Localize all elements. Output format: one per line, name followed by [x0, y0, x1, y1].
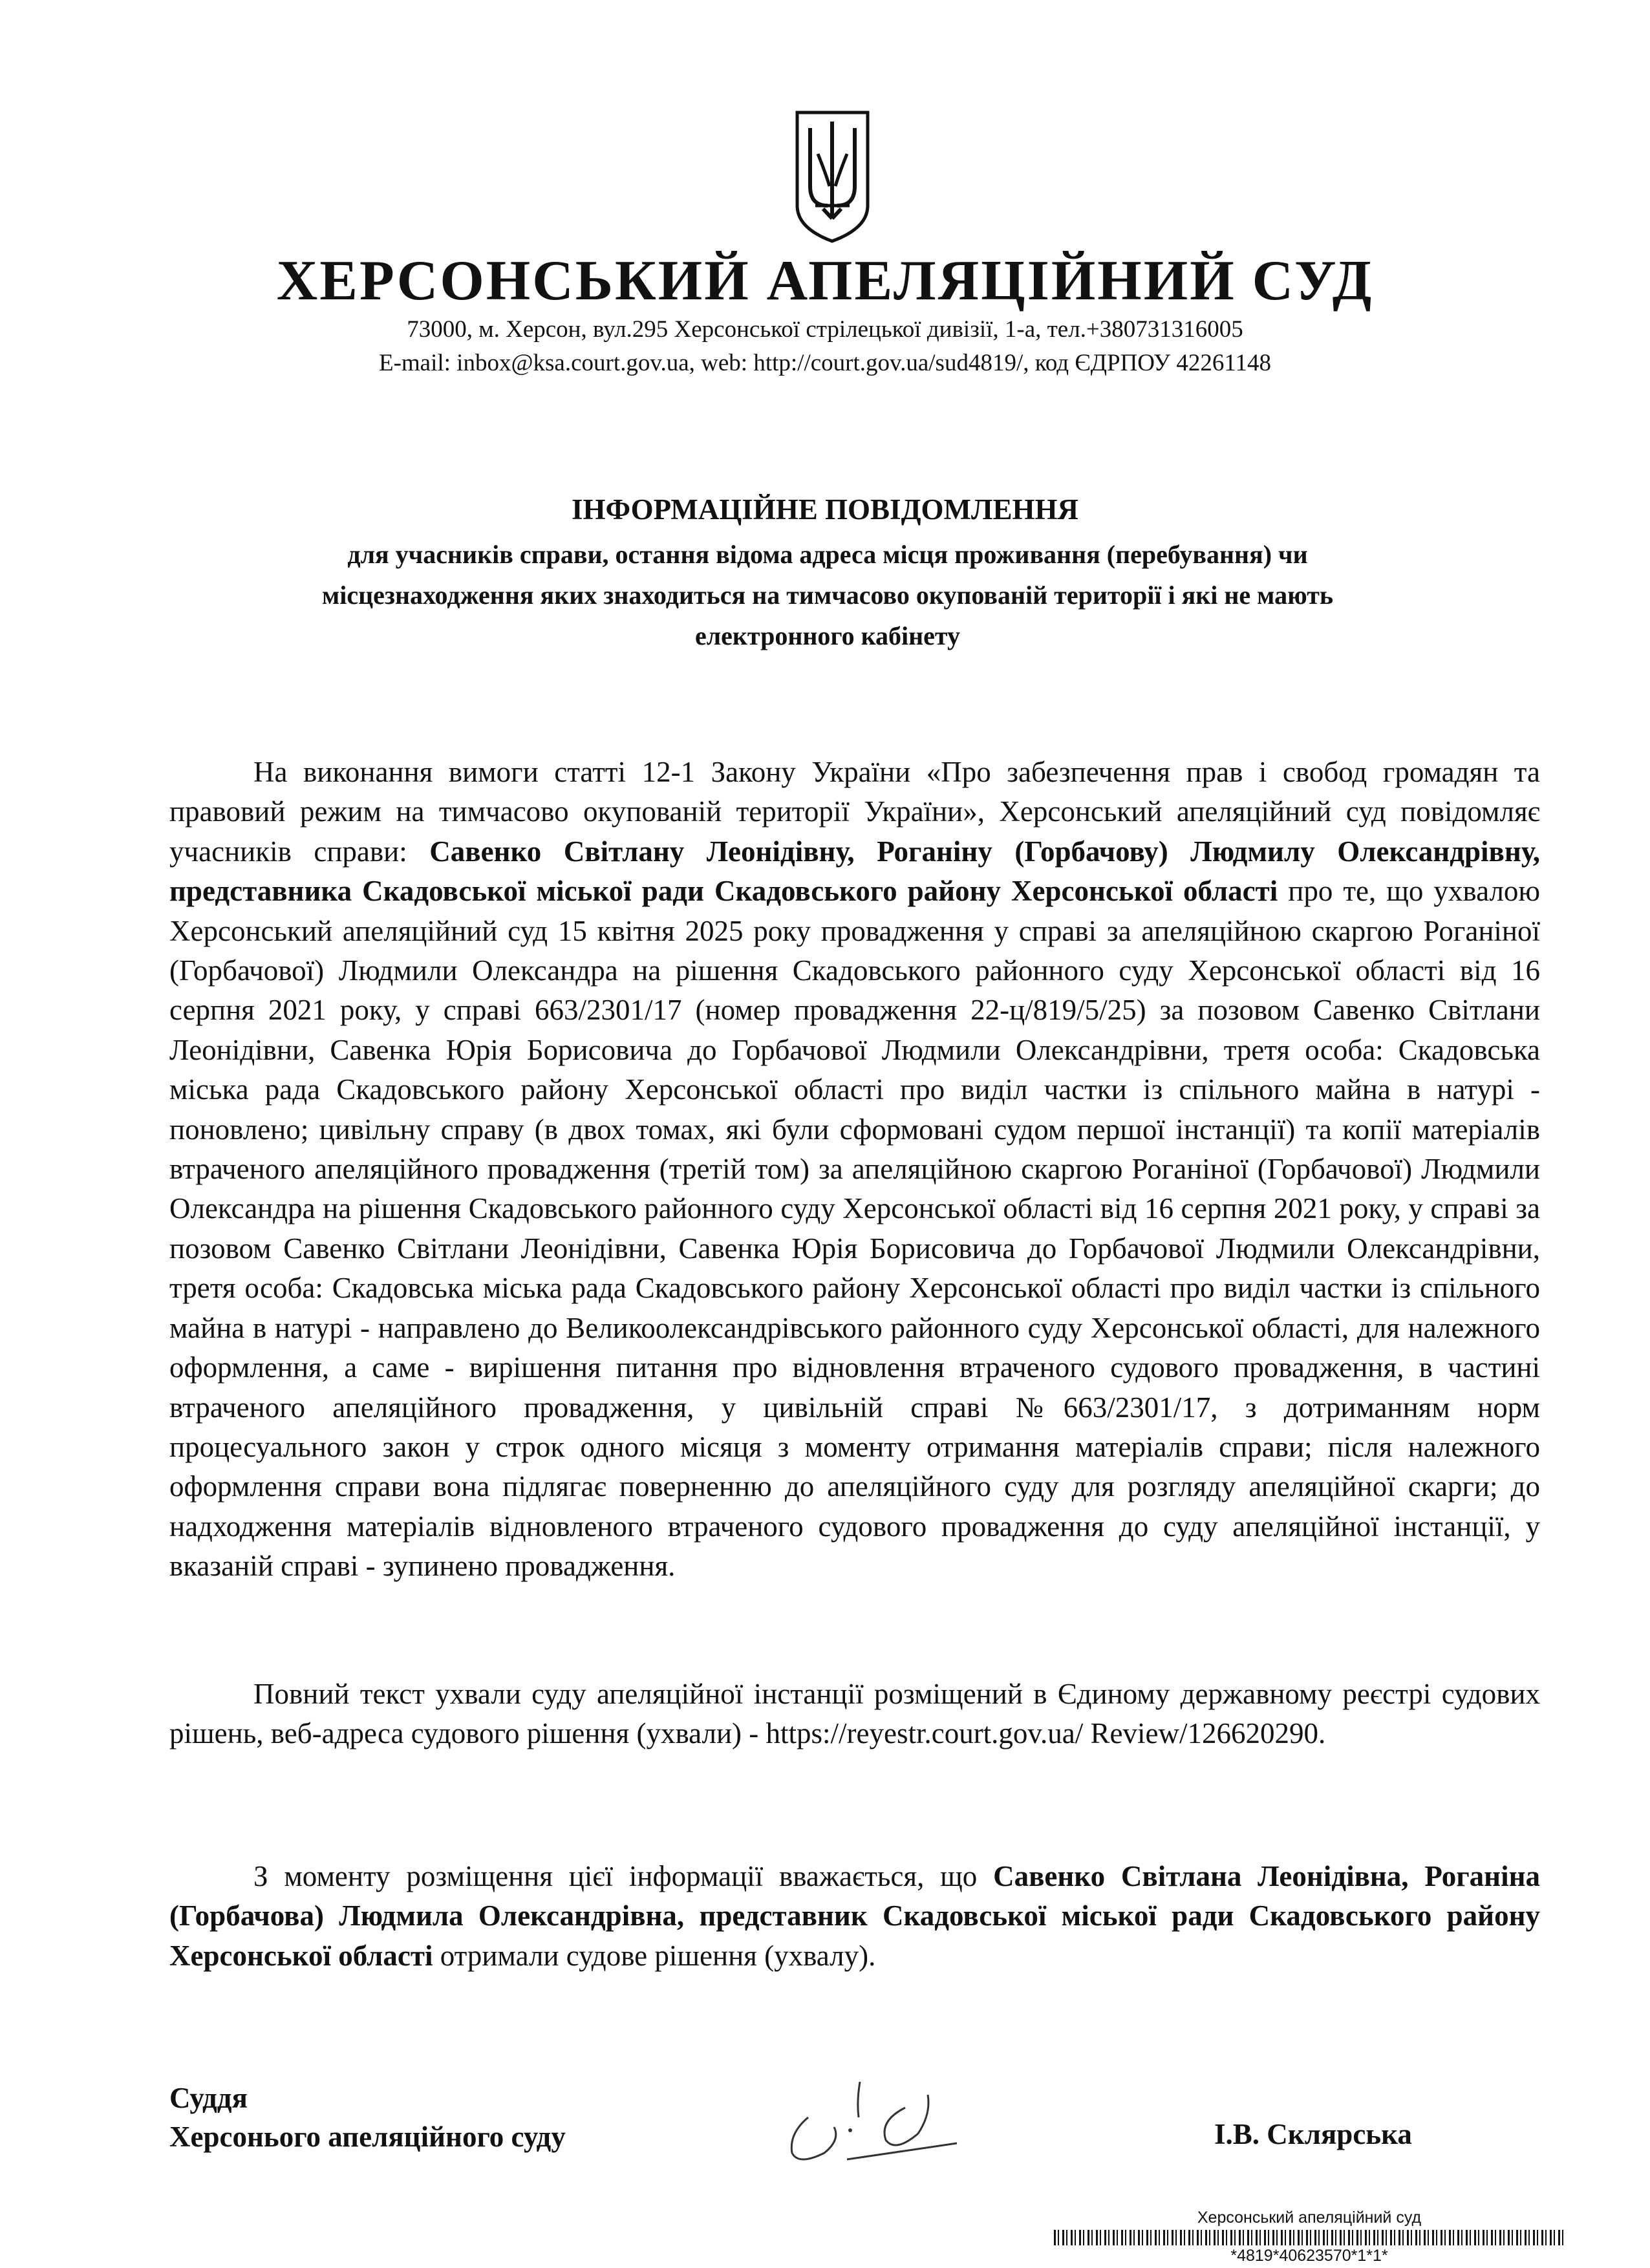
notice-title: ІНФОРМАЦІЙНЕ ПОВІДОМЛЕННЯ	[571, 493, 1079, 526]
court-name: ХЕРСОНСЬКИЙ АПЕЛЯЦІЙНИЙ СУД	[276, 250, 1374, 312]
barcode-icon	[1054, 2230, 1565, 2245]
registration-stamp	[1054, 2209, 1565, 2265]
notice-subtitle	[194, 534, 1461, 656]
body-paragraph-2: Повний текст ухвали суду апеляційної інстанції розміщений в Єдиному державному реєстрі судових рішень, веб-адреса судового рішення (ухвали) - https://reyestr.court.gov.ua/ Review/126620290.	[169, 1678, 1540, 1750]
p1-details: про те, що ухвалою Херсонський апеляційний суд 15 квітня 2025 року провадження у справі за апеляційною скаргою Роганіної (Горбачової) Людмили Олександра на рішення Скадовського районного суду Херсонської області від 16 серпня 2021 року, у справі 663/2301/17 (номер провадження 22-ц/819/5/25) за позовом Савенко Світлани Леонідівни, Савенка Юрія Борисовича до Горбачової Людмили Олександрівни, третя особа: Скадовська міська рада Скадовського району Херсонської області про виділ частки із спільного майна в натурі - поновлено; цивільну справу (в двох томах, які були сформовані судом першої інстанції) та копії матеріалів втраченого апеляційного провадження (третій том) за апеляційною скаргою Роганіної (Горбачової) Людмили Олександра на рішення Скадовського районного суду Херсонської області від 16 серпня 2021 року, у справі за позовом Савенко Світлани Леонідівни, Савенка Юрія Борисовича до Горбачової Людмили Олександрівни, третя особа: Скадовська міська рада Скадовського району Херсонської області про виділ частки із спільного майна в натурі - направлено до Великоолександрівського районного суду Херсонської області, для належного оформлення, а саме - вирішення питання про відновлення втраченого судового провадження, в частині втраченого апеляційного провадження, у цивільній справі №663/2301/17, з дотриманням норм процесуального закон у строк одного місяця з моменту отримання матеріалів справи; після належного оформлення справи вона підлягає поверненню до апеляційного суду для розгляду апеляційної скарги; до надходження матеріалів відновленого втраченого судового провадження до суду апеляційної інстанції, у вказаній справі - зупинено провадження.	[169, 875, 1541, 1583]
notice-subtitle-line-3: електронного кабінету	[694, 621, 961, 650]
body-paragraph-3	[169, 1857, 1540, 1976]
court-address: 73000, м. Херсон, вул.295 Херсонської стрілецької дивізії, 1-а, тел.+380731316005	[407, 316, 1243, 343]
handwritten-signature	[763, 2056, 983, 2172]
p3-intro: З моменту розміщення цієї інформації вважається, що	[253, 1860, 994, 1892]
judge-name: І.В. Склярська	[1214, 2118, 1412, 2150]
stamp-title: Херсонський апеляційний суд	[1197, 2209, 1422, 2227]
p1-parties: Савенко Світлану Леонідівну, Роганіну (Горбачову) Людмилу Олександрівну, представника Скадовської міської ради Скадовського району Херсонської області	[169, 835, 1540, 908]
signatory-role	[169, 2079, 566, 2156]
notice-subtitle-line-1: для учасників справи, остання відома адреса місця проживання (перебування) чи	[347, 540, 1308, 569]
coat-of-arms-icon	[792, 109, 873, 244]
signatory-role-line-2: Херсонього апеляційного суду	[169, 2121, 566, 2153]
stamp-code: *4819*40623570*1*1*	[1230, 2247, 1388, 2265]
notice-subtitle-line-2: місцезнаходження яких знаходиться на тимчасово окупованій території і які не мають	[321, 581, 1333, 610]
body-paragraph-1	[169, 753, 1540, 1587]
p1-intro: На виконання вимоги статті 12-1 Закону України «Про забезпечення прав і свобод громадян та правовий режим на тимчасово окупованій території України», Херсонський апеляційний суд повідомляє учасників справи:	[169, 756, 1540, 868]
p3-outro: отримали судове рішення (ухвалу).	[433, 1939, 876, 1972]
court-contacts: E-mail: inbox@ksa.court.gov.ua, web: http://court.gov.ua/sud4819/, код ЄДРПОУ 42261148	[378, 350, 1272, 376]
p3-parties: Савенко Світлана Леонідівна, Роганіна (Горбачова) Людмила Олександрівна, представник Скадовської міської ради Скадовського району Херсонської області	[169, 1860, 1541, 1972]
signatory-role-line-1: Суддя	[169, 2082, 248, 2114]
